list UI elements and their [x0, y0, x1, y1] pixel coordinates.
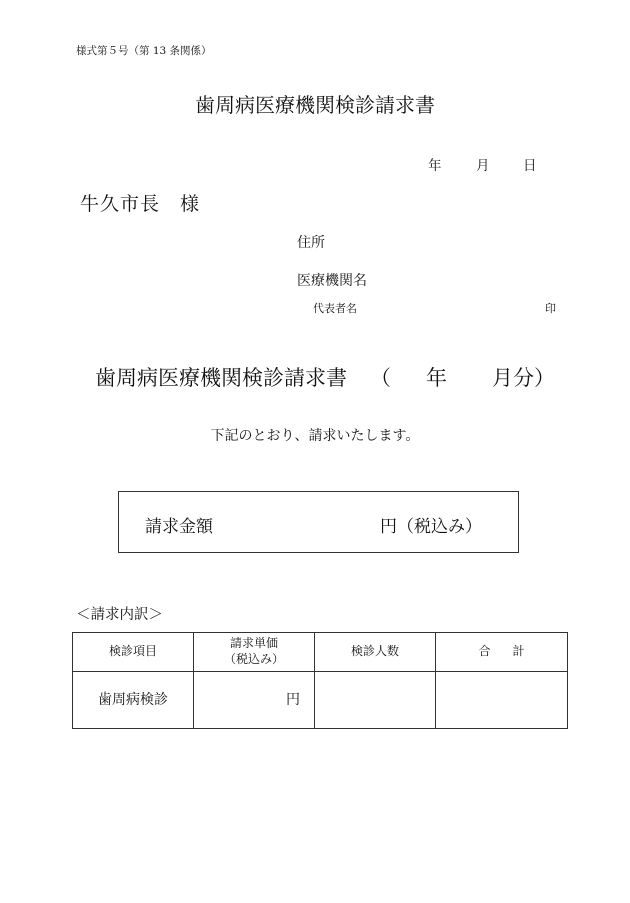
header-unit-price [194, 633, 315, 672]
header-total-label: 合計 [478, 644, 547, 659]
intro-text: 下記のとおり、請求いたします。 [210, 428, 420, 444]
row-total [436, 672, 568, 729]
period-title-month: 月分） [492, 366, 555, 390]
document-title: 歯周病医療機関検診請求書 [195, 93, 435, 117]
addressee: 牛久市長 様 [80, 193, 201, 215]
form-number: 様式第５号（第 13 条関係） [76, 45, 212, 57]
header-unit-price-line2: （税込み） [223, 652, 284, 666]
breakdown-table [72, 632, 568, 729]
seal-label: 印 [545, 302, 556, 315]
period-title-main: 歯周病医療機関検診請求書 [95, 366, 347, 390]
institution-name-label: 医療機関名 [297, 273, 367, 289]
claim-amount-box [118, 491, 519, 553]
row-unit-price: 円 [194, 672, 315, 729]
claim-amount-label: 請求金額 [145, 517, 213, 537]
table-row [73, 672, 568, 729]
row-item: 歯周病検診 [73, 672, 194, 729]
row-count [315, 672, 436, 729]
period-title-paren: （ [370, 366, 391, 390]
representative-name-label: 代表者名 [313, 302, 357, 315]
address-label: 住所 [297, 235, 325, 251]
header-count: 検診人数 [315, 633, 436, 672]
date-day-label: 日 [523, 158, 537, 174]
header-total [436, 633, 568, 672]
header-unit-price-line1: 請求単価 [229, 636, 278, 651]
date-year-label: 年 [428, 158, 442, 174]
claim-amount-unit: 円（税込み） [380, 517, 482, 537]
breakdown-heading: ＜請求内訳＞ [76, 607, 163, 623]
date-month-label: 月 [476, 158, 490, 174]
header-item: 検診項目 [73, 633, 194, 672]
period-title-year: 年 [426, 366, 447, 390]
table-header-row [73, 633, 568, 672]
